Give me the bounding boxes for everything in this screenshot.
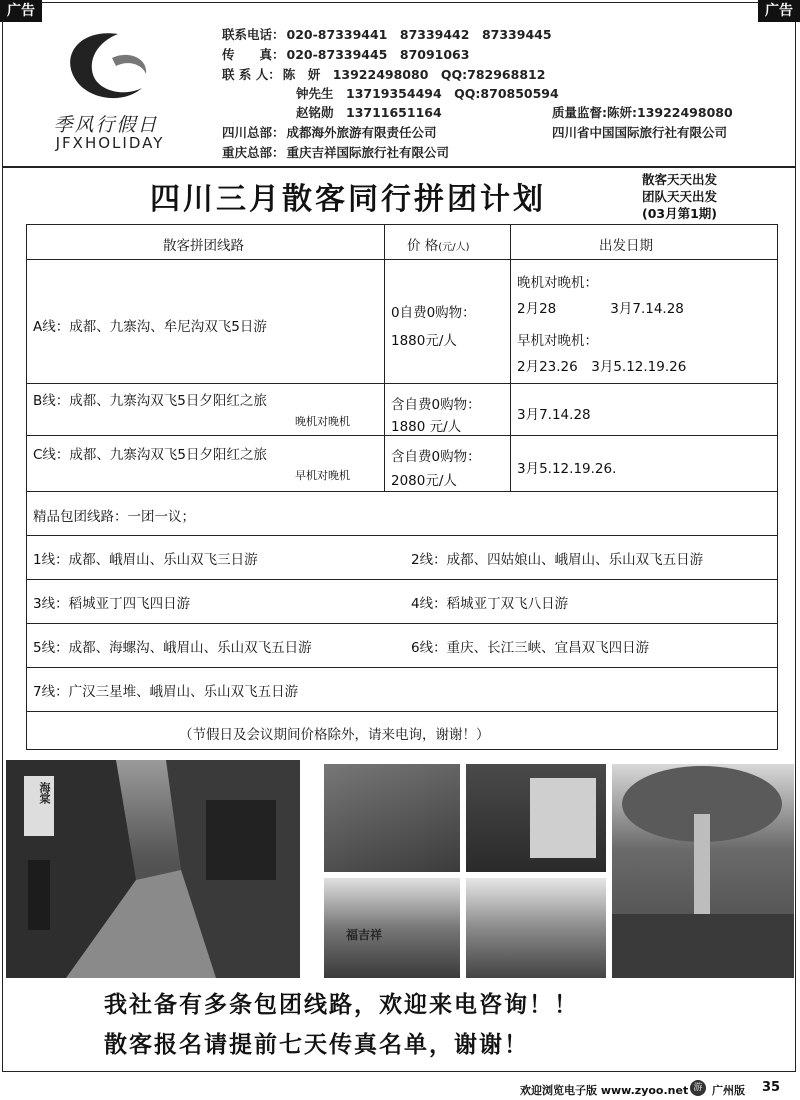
footer-edition: 广州版 [712, 1084, 745, 1097]
brand-name-cn: 季风行假日 [53, 114, 159, 136]
phone-line [222, 25, 552, 43]
premium-route-1: 1线：成都、峨眉山、乐山双飞三日游 [33, 552, 258, 568]
dates-a-2: 2月28 3月7.14.28 [517, 301, 684, 317]
route-a: A线：成都、九寨沟、牟尼沟双飞5日游 [33, 319, 267, 335]
brand-name-en: JFXHOLIDAY [55, 134, 165, 152]
price-a-line2: 1880元/人 [391, 333, 457, 349]
cta-line-1: 我社备有多条包团线路，欢迎来电咨询！！ [104, 992, 579, 1018]
chongqing-hq: 重庆吉祥国际旅行社有限公司 [286, 145, 450, 160]
premium-route-5: 5线：成都、海螺沟、峨眉山、乐山双飞五日游 [33, 640, 312, 656]
route-b-note: 晚机对晚机 [295, 415, 350, 428]
dates-a-3: 早机对晚机： [517, 333, 598, 349]
table-rule [384, 225, 385, 491]
side-note-1: 散客天天出发 [642, 172, 718, 187]
photo-poster-wall [466, 764, 606, 872]
chongqing-hq-line [222, 143, 449, 161]
header-divider [2, 166, 796, 168]
phone-numbers: 020-87339441 87339442 87339445 [286, 27, 552, 42]
premium-route-4: 4线：稻城亚丁双飞八日游 [411, 596, 569, 612]
table-rule [27, 259, 777, 260]
price-c-line2: 2080元/人 [391, 473, 457, 489]
header-price-unit: (元/人) [438, 242, 470, 253]
dates-a-4: 2月23.26 3月5.12.19.26 [517, 359, 687, 375]
premium-route-6: 6线：重庆、长江三峡、宜昌双飞四日游 [411, 640, 650, 656]
page-title: 四川三月散客同行拼团计划 [150, 182, 546, 217]
premium-header: 精品包团线路：一团一议； [33, 509, 195, 525]
header-price [407, 234, 469, 254]
ad-tag-right: 广告 [758, 0, 800, 22]
table-rule [27, 435, 777, 436]
sichuan-label: 四川总部： [222, 125, 285, 140]
price-c-line1: 含自费0购物： [391, 449, 481, 465]
price-b-line1: 含自费0购物： [391, 397, 481, 413]
dates-a-1: 晚机对晚机： [517, 275, 598, 291]
header-date: 出发日期 [599, 238, 653, 254]
contact-person-1: 陈 妍 13922498080 QQ:782968812 [282, 67, 546, 82]
table-rule [27, 491, 777, 492]
phone-label: 联系电话： [222, 27, 285, 42]
page-number: 35 [762, 1080, 781, 1095]
premium-route-7: 7线：广汉三星堆、峨眉山、乐山双飞五日游 [33, 684, 299, 700]
contact-person-2: 钟先生 13719354494 QQ:870850594 [296, 86, 559, 101]
quality-supervisor: 质量监督:陈妍:13922498080 [552, 105, 733, 120]
dates-b: 3月7.14.28 [517, 407, 591, 423]
contact-person-3: 赵铭勋 13711651164 [296, 105, 442, 120]
route-table [26, 224, 778, 750]
table-rule [510, 225, 511, 491]
table-rule [27, 667, 777, 668]
sichuan-partner: 四川省中国国际旅行社有限公司 [552, 125, 728, 140]
header-price-label: 价 格 [407, 238, 439, 254]
route-c: C线：成都、九寨沟双飞5日夕阳红之旅 [33, 447, 268, 463]
table-rule [27, 579, 777, 580]
footer-site: 欢迎浏览电子版 www.zyoo.net [520, 1084, 689, 1097]
premium-route-2: 2线：成都、四姑娘山、峨眉山、乐山双飞五日游 [411, 552, 704, 568]
photo-carved-gate-1 [324, 878, 460, 978]
table-rule [27, 711, 777, 712]
contact-person-line [222, 65, 545, 83]
photo-old-street [6, 760, 300, 978]
header-route: 散客拼团线路 [163, 238, 244, 254]
sign-haitang: 海棠 [38, 782, 51, 804]
cta-line-2: 散客报名请提前七天传真名单，谢谢！ [104, 1032, 529, 1058]
fax-label: 传 真： [222, 47, 285, 62]
photo-teahouse-chairs [324, 764, 460, 872]
side-note-2: 团队天天出发 [642, 189, 718, 204]
price-b-line2: 1880 元/人 [391, 419, 462, 435]
price-a-line1: 0自费0购物： [391, 305, 476, 321]
table-rule [27, 535, 777, 536]
table-footnote: （节假日及会议期间价格除外，请来电询，谢谢！） [179, 727, 490, 743]
side-note-3: (03月第1期) [642, 206, 718, 221]
sichuan-hq-line [222, 123, 437, 141]
dates-c: 3月5.12.19.26. [517, 461, 617, 477]
fax-numbers: 020-87339445 87091063 [286, 47, 470, 62]
tree-illustration [612, 764, 794, 978]
contact-label: 联 系 人： [222, 67, 281, 82]
ad-tag-left: 广告 [0, 0, 42, 22]
sichuan-hq: 成都海外旅游有限责任公司 [286, 125, 437, 140]
brand-logo [58, 28, 154, 106]
chongqing-label: 重庆总部： [222, 145, 285, 160]
premium-route-3: 3线：稻城亚丁四飞四日游 [33, 596, 191, 612]
route-c-note: 早机对晚机 [295, 469, 350, 482]
sign-fujixiang: 福吉祥 [346, 928, 383, 942]
footer-badge: 游 [690, 1080, 706, 1096]
table-rule [27, 623, 777, 624]
table-rule [27, 383, 777, 384]
fax-line [222, 45, 469, 63]
photo-tree-courtyard [612, 764, 794, 978]
route-b: B线：成都、九寨沟双飞5日夕阳红之旅 [33, 393, 267, 409]
poster-board [530, 778, 596, 858]
photo-carved-gate-2 [466, 878, 606, 978]
